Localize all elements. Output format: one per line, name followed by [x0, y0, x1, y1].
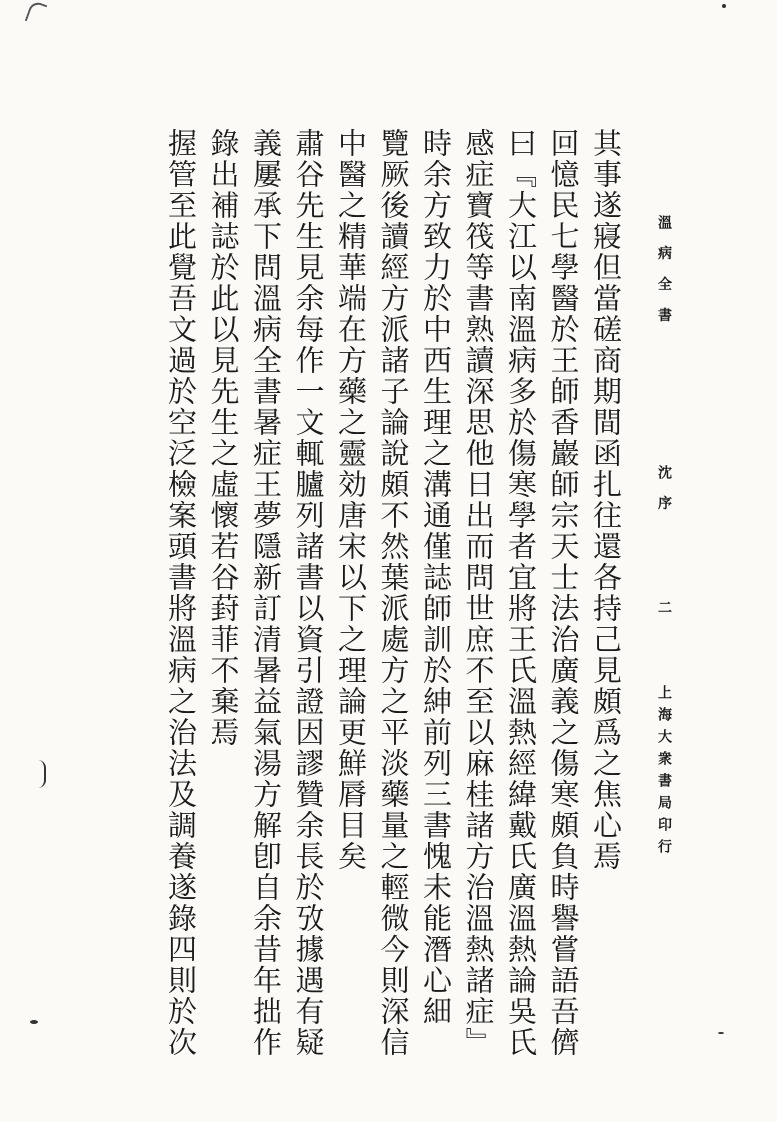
scan-speck — [30, 1020, 38, 1024]
body-text — [160, 128, 628, 1058]
running-head-publisher: 上海大衆書局印行 — [656, 685, 672, 861]
text-column: 時余方致力於中西生理之溝通僅誌師訓於紳前列三書愧未能潛心細 — [419, 128, 453, 1027]
text-column: 回憶民七學醫於王師香巖師宗天士法治廣義之傷寒頗負時譽嘗語吾儕 — [546, 128, 581, 1058]
text-column: 曰『大江以南溫病多於傷寒學者宜將王氏溫熱經緯戴氏廣溫熱論吳氏 — [504, 128, 538, 1058]
text-column: 握管至此覺吾文過於空泛檢案頭書將溫病之治法及調養遂錄四則於次 — [164, 128, 198, 1058]
text-column: 義屢承下問溫病全書暑症王夢隱新訂清暑益氣湯方解卽自余昔年拙作 — [249, 128, 283, 1058]
running-head-page-number: 二 — [656, 600, 672, 620]
text-column: 其事遂寢但當磋商期間函扎往還各持己見頗爲之焦心焉 — [589, 128, 623, 872]
text-column: 肅谷先生見余每作一文輒臚列諸書以資引證因謬贊余長於攷據遇有疑 — [291, 128, 326, 1058]
running-head-section: 沈 序 — [656, 465, 672, 516]
text-column: 錄出補誌於此以見先生之虛懷若谷葑菲不棄焉 — [206, 128, 241, 748]
text-column: 感症寶筏等書熟讀深思他日出而問世庶不至以麻桂諸方治溫熱諸症』 — [461, 128, 496, 1058]
text-column: 中醫之精華端在方藥之靈効唐宋以下之理論更鮮脣目矣 — [334, 128, 368, 872]
scan-speck — [718, 1032, 724, 1034]
running-head — [650, 215, 676, 895]
running-head-title: 溫 病 全 書 — [656, 215, 672, 328]
scan-speck — [722, 4, 726, 8]
scan-margin-mark — [38, 760, 46, 788]
scan-corner-mark — [25, 0, 48, 26]
text-column: 覽厥後讀經方派諸子論說頗不然葉派處方之平淡藥量之輕微今則深信 — [376, 128, 411, 1058]
